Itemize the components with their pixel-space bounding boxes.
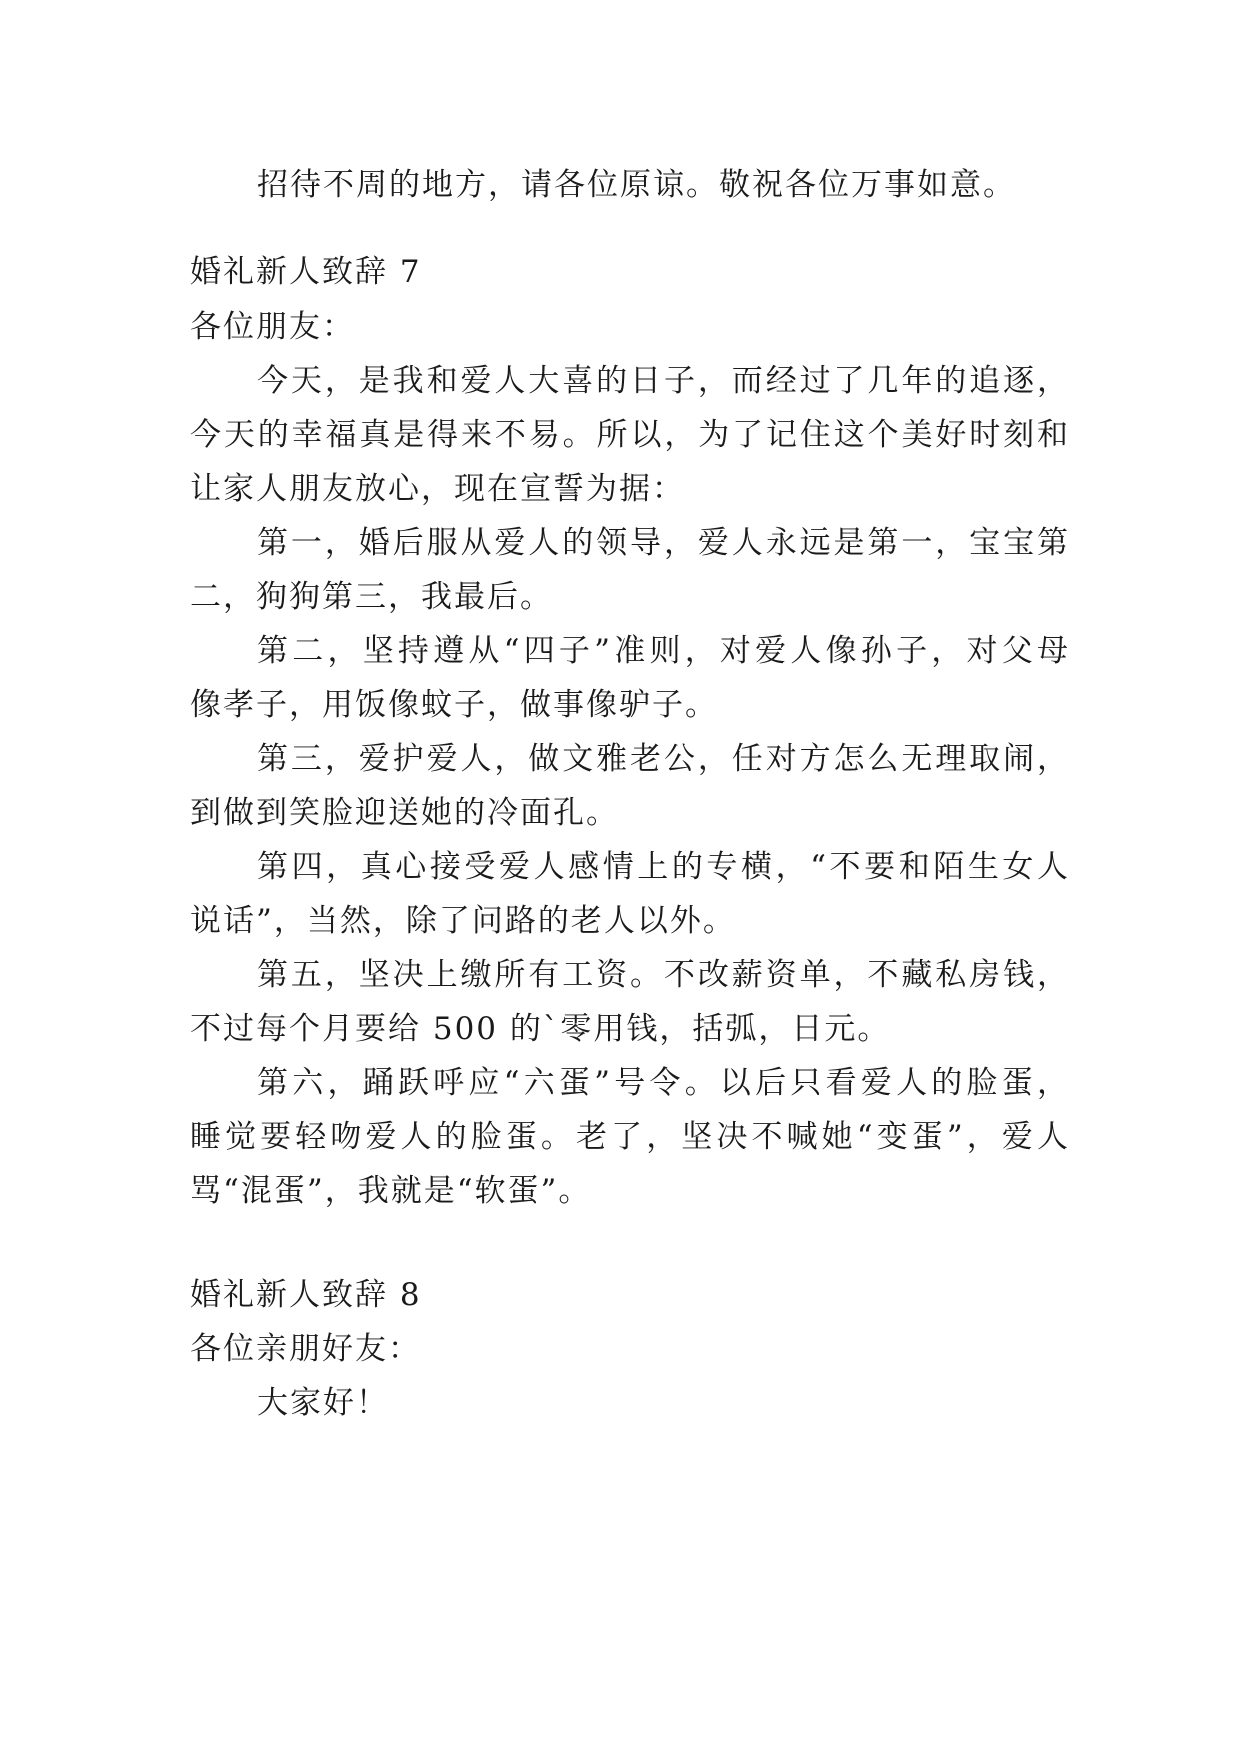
paragraph-line: 第一，婚后服从爱人的领导，爱人永远是第一，宝宝第 xyxy=(257,525,1070,561)
paragraph-line: 第三，爱护爱人，做文雅老公，任对方怎么无理取闹， xyxy=(257,741,1070,777)
greeting-line: 大家好！ xyxy=(257,1385,389,1421)
paragraph-line: 今天，是我和爱人大喜的日子，而经过了几年的追逐， xyxy=(257,363,1070,399)
section-title-7: 婚礼新人致辞 7 xyxy=(190,254,422,290)
paragraph-line: 不过每个月要给 500 的`零用钱，括弧，日元。 xyxy=(190,1011,891,1047)
paragraph-line: 二，狗狗第三，我最后。 xyxy=(190,579,553,615)
paragraph-line: 像孝子，用饭像蚊子，做事像驴子。 xyxy=(190,687,718,723)
paragraph-line: 第二，坚持遵从“四子”准则，对爱人像孙子，对父母 xyxy=(257,633,1070,669)
salutation-7: 各位朋友： xyxy=(190,309,355,345)
paragraph-line: 睡觉要轻吻爱人的脸蛋。老了，坚决不喊她“变蛋”，爱人 xyxy=(190,1119,1070,1155)
paragraph-line: 说话”，当然，除了问路的老人以外。 xyxy=(190,903,736,939)
closing-line: 招待不周的地方，请各位原谅。敬祝各位万事如意。 xyxy=(257,167,1016,203)
paragraph-line: 今天的幸福真是得来不易。所以，为了记住这个美好时刻和 xyxy=(190,417,1070,453)
paragraph-line: 第五，坚决上缴所有工资。不改薪资单，不藏私房钱， xyxy=(257,957,1070,993)
paragraph-line: 第四，真心接受爱人感情上的专横，“不要和陌生女人 xyxy=(257,849,1070,885)
paragraph-line: 让家人朋友放心，现在宣誓为据： xyxy=(190,471,685,507)
paragraph-line: 第六，踊跃呼应“六蛋”号令。以后只看爱人的脸蛋， xyxy=(257,1065,1070,1101)
salutation-8: 各位亲朋好友： xyxy=(190,1331,421,1367)
section-title-8: 婚礼新人致辞 8 xyxy=(190,1277,422,1313)
paragraph-line: 到做到笑脸迎送她的冷面孔。 xyxy=(190,795,619,831)
paragraph-line: 骂“混蛋”，我就是“软蛋”。 xyxy=(190,1173,592,1209)
